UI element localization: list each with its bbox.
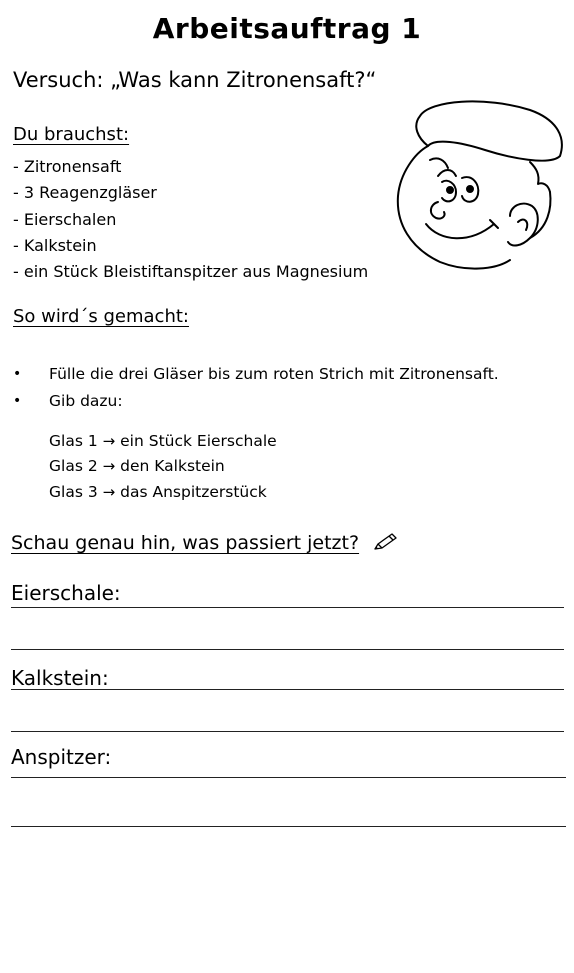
answer-line[interactable] (11, 649, 564, 650)
bullet-icon: • (13, 393, 22, 409)
experiment-subtitle: Versuch: „Was kann Zitronensaft?“ (13, 68, 377, 92)
glass-label: Glas 1 (49, 432, 98, 450)
arrow-right-icon: → (102, 432, 116, 450)
list-item: - Eierschalen (13, 210, 117, 229)
glass-row (49, 483, 267, 501)
arrow-right-icon: → (102, 483, 116, 501)
materials-heading: Du brauchst: (13, 124, 130, 145)
anspitzer-label: Anspitzer: (11, 745, 112, 769)
kalkstein-label: Kalkstein: (11, 666, 109, 690)
arrow-right-icon: → (102, 457, 116, 475)
observe-prompt: Schau genau hin, was passiert jetzt? (11, 532, 360, 554)
answer-line[interactable] (11, 777, 566, 778)
pencil-icon (372, 532, 398, 552)
answer-line[interactable] (11, 826, 566, 827)
boy-face-illustration (390, 98, 568, 273)
glass-content: den Kalkstein (120, 457, 225, 475)
instruction-step: Gib dazu: (49, 392, 123, 410)
eierschale-label: Eierschale: (11, 581, 121, 605)
list-item: - ein Stück Bleistiftanspitzer aus Magnesium (13, 262, 369, 281)
list-item: - 3 Reagenzgläser (13, 183, 157, 202)
instruction-step: Fülle die drei Gläser bis zum roten Strich mit Zitronensaft. (49, 365, 499, 383)
glass-label: Glas 3 (49, 483, 98, 501)
bullet-icon: • (13, 366, 22, 382)
answer-line[interactable] (11, 607, 564, 608)
worksheet-title: Arbeitsauftrag 1 (152, 12, 422, 45)
glass-row (49, 432, 277, 450)
list-item: - Kalkstein (13, 236, 97, 255)
glass-content: ein Stück Eierschale (120, 432, 277, 450)
glass-row (49, 457, 225, 475)
answer-line[interactable] (11, 731, 564, 732)
answer-line[interactable] (11, 689, 564, 690)
instructions-heading: So wird´s gemacht: (13, 306, 189, 327)
glass-label: Glas 2 (49, 457, 98, 475)
glass-content: das Anspitzerstück (120, 483, 267, 501)
list-item: - Zitronensaft (13, 157, 122, 176)
